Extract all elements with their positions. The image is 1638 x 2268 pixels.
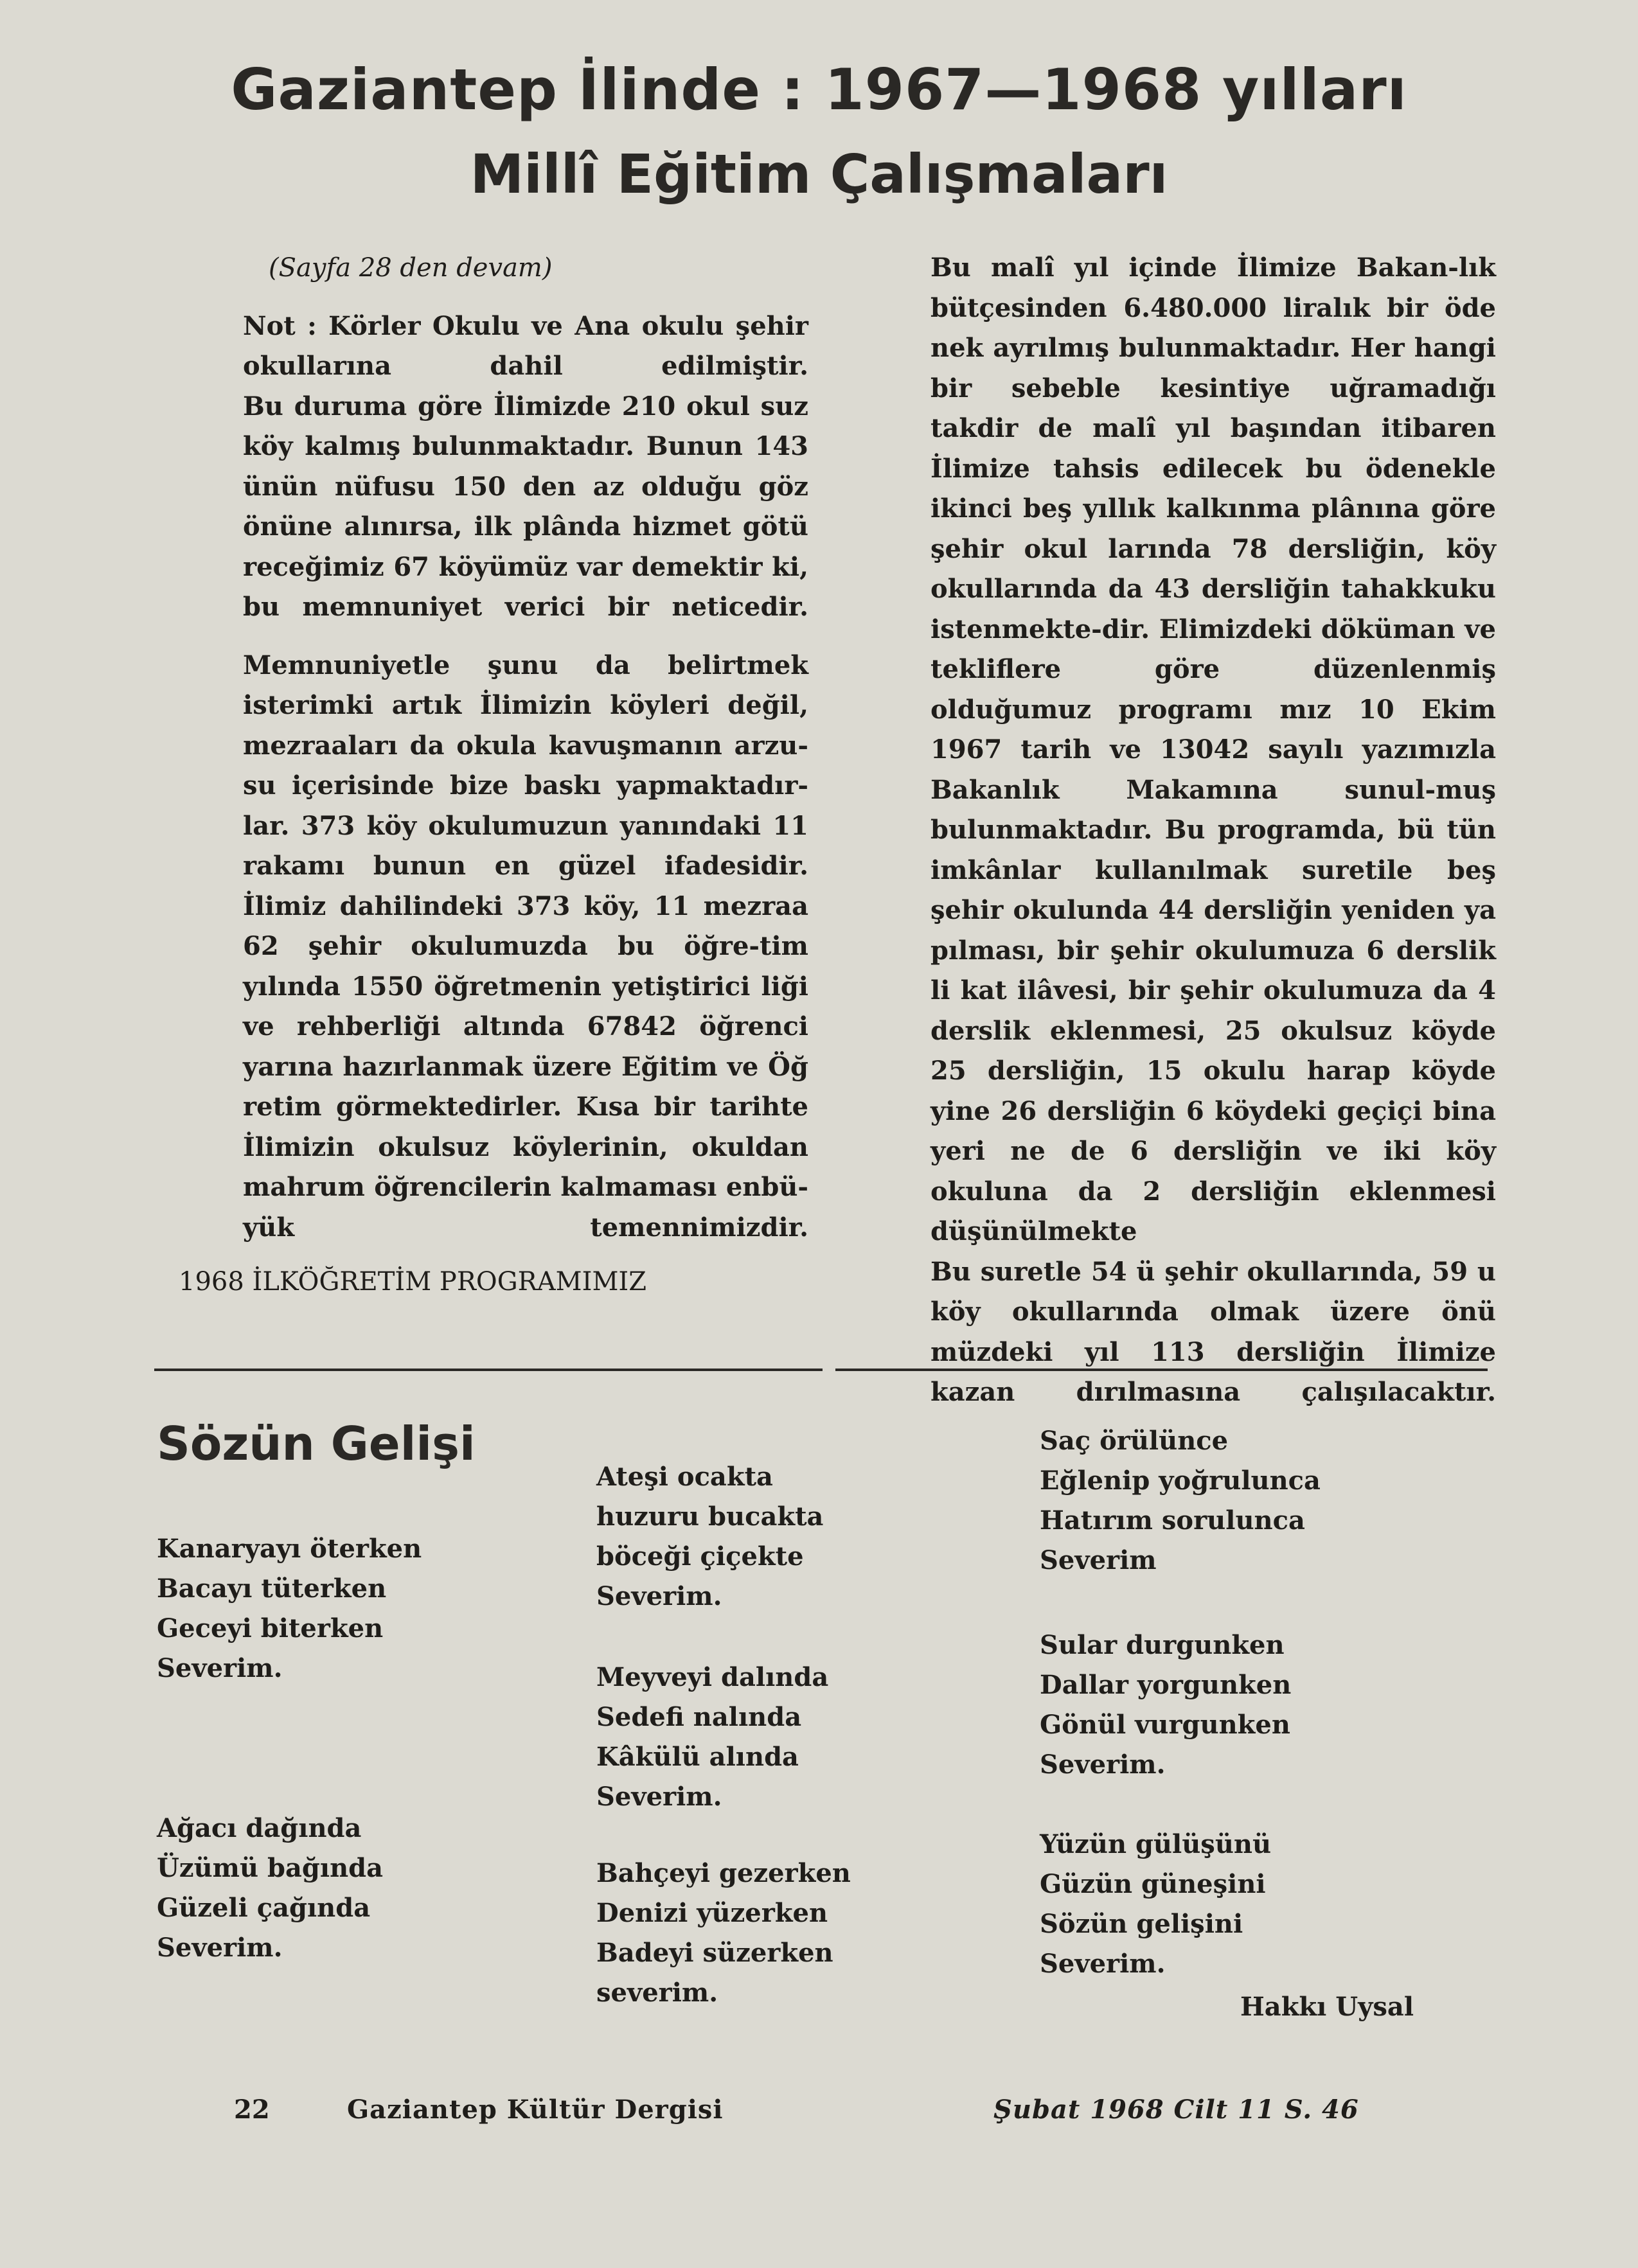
article-right-column [847,248,1496,1413]
article-paragraph: Bu duruma göre İlimizde 210 okul suz köy kalmış bulunmaktadır. Bunun 143 ünün nüfusu 150 den az olduğu göz önüne alınırsa, ilk plânda hizmet götü receğimiz 67 köyümüz var demektir ki, bu memnuniyet verici bir neticedir. [243,391,808,622]
section-heading: 1968 İLKÖĞRETİM PROGRAMIMIZ [179,1267,646,1297]
poem-line: Severim. [596,1782,722,1812]
poem-line: Ateşi ocakta [596,1462,773,1492]
poem-line: Severim. [1040,1949,1166,1979]
poem-stanza [1040,1626,1291,1785]
poem-stanza [157,1809,383,1968]
poem-stanza [1040,1421,1321,1581]
page-title-line-1: Gaziantep İlinde : 1967—1968 yılları [231,57,1407,123]
poem-line: Saç örülünce [1040,1426,1229,1456]
poem-line: Bahçeyi gezerken [596,1858,851,1888]
poem-line: Güzün güneşini [1040,1869,1266,1899]
poem-line: Severim. [596,1581,722,1611]
poem-line: Gönül vurgunken [1040,1710,1290,1740]
section-divider [154,1369,823,1371]
article-paragraph: Memnuniyetle şunu da belirtmek isterimki artık İlimizin köyleri değil, mezraaları da okula kavuşmanın arzu-su içerisinde bize baskı yapmaktadır-lar. 373 köy okulumuzun yanındaki 11 rakamı bunun en güzel ifadesidir. [243,650,808,881]
poem-stanza [157,1529,422,1688]
article-left-column [159,248,808,1302]
poem-line: Severim [1040,1545,1157,1575]
poem-line: böceği çiçekte [596,1541,804,1572]
article-paragraph: Not : Körler Okulu ve Ana okulu şehir okullarına dahil edilmiştir. [243,310,808,381]
poem-line: Hatırım sorulunca [1040,1505,1305,1536]
article-paragraph: Bu malî yıl içinde İlimize Bakan-lık bütçesinden 6.480.000 liralık bir öde nek ayrılmış bulunmaktadır. Her hangi bir sebeble kesintiye uğramadığı takdir de malî yıl başından itibaren İlimize tahsis edilecek bu ödenekle ikinci beş yıllık kalkınma plânına göre şehir okul larında 78 dersliğin, köy okullarında da 43 dersliğin tahakkuku istenmekte-dir. Elimizdeki döküman ve tekliflere göre düzenlenmiş olduğumuz programı mız 10 Ekim 1967 tarih ve 13042 sayılı yazımızla Bakanlık Makamına sunul-muş bulunmaktadır. Bu programda, bü tün imkânlar kullanılmak suretile beş şehir okulunda 44 dersliğin yeniden ya pılması, bir şehir okulumuza 6 derslik li kat ilâvesi, bir şehir okulumuza da 4 derslik eklenmesi, 25 okulsuz köyde 25 dersliğin, 15 okulu harap köyde yine 26 dersliğin 6 köydeki geçiçi bina yeri ne de 6 dersliğin ve iki köy okuluna da 2 dersliğin eklenmesi düşünülmekte [930,252,1496,1246]
journal-name: Gaziantep Kültür Dergisi [347,2095,724,2125]
poem-line: Denizi yüzerken [596,1898,828,1928]
poem-line: Kanaryayı öterken [157,1534,422,1564]
poem-stanza [596,1457,823,1617]
poem-line: Severim. [1040,1750,1166,1780]
poem-title: Sözün Gelişi [157,1417,476,1471]
poem-line: Meyveyi dalında [596,1662,829,1692]
poem-line: Geceyi biterken [157,1613,384,1643]
poem-line: Sedefi nalında [596,1702,802,1732]
poem-stanza [596,1854,851,2013]
issue-info: Şubat 1968 Cilt 11 S. 46 [993,2095,1359,2125]
poem-line: Badeyi süzerken [596,1938,833,1968]
poem-stanza [1040,1825,1271,1984]
poem-author: Hakkı Uysal [1240,1992,1414,2022]
poem-line: Dallar yorgunken [1040,1670,1292,1700]
article-paragraph: İlimiz dahilindeki 373 köy, 11 mezraa 62 şehir okulumuzda bu öğre-tim yılında 1550 öğretmenin yetiştirici liği ve rehberliği altında 67842 öğrenci yarına hazırlanmak üzere Eğitim ve Öğ retim görmektedirler. Kısa bir tarihte İlimizin okulsuz köylerinin, okuldan mahrum öğrencilerin kalmaması enbü-yük temennimizdir. [243,890,808,1243]
poem-line: Eğlenip yoğrulunca [1040,1466,1321,1496]
poem-line: Kâkülü alında [596,1742,799,1772]
poem-line: huzuru bucakta [596,1502,824,1532]
poem-line: Severim. [157,1933,283,1963]
poem-line: Bacayı tüterken [157,1573,387,1604]
page-number: 22 [234,2095,270,2125]
poem-line: Sözün gelişini [1040,1909,1243,1939]
poem-line: severim. [596,1978,718,2008]
continuation-note: (Sayfa 28 den devam) [269,253,553,283]
poem-line: Sular durgunken [1040,1630,1285,1660]
poem-stanza [596,1658,828,1817]
poem-line: Severim. [157,1653,283,1683]
poem-line: Yüzün gülüşünü [1040,1829,1272,1859]
poem-line: Üzümü bağında [157,1853,384,1883]
article-paragraph: Bu suretle 54 ü şehir okullarında, 59 u köy okullarında olmak üzere önü müzdeki yıl 113 dersliğin İlimize kazan dırılmasına çalışılacaktır. [930,1256,1496,1407]
page-title-line-2: Millî Eğitim Çalışmaları [470,143,1168,206]
poem-line: Ağacı dağında [157,1813,362,1843]
poem-line: Güzeli çağında [157,1893,371,1923]
section-divider [1176,1369,1441,1370]
